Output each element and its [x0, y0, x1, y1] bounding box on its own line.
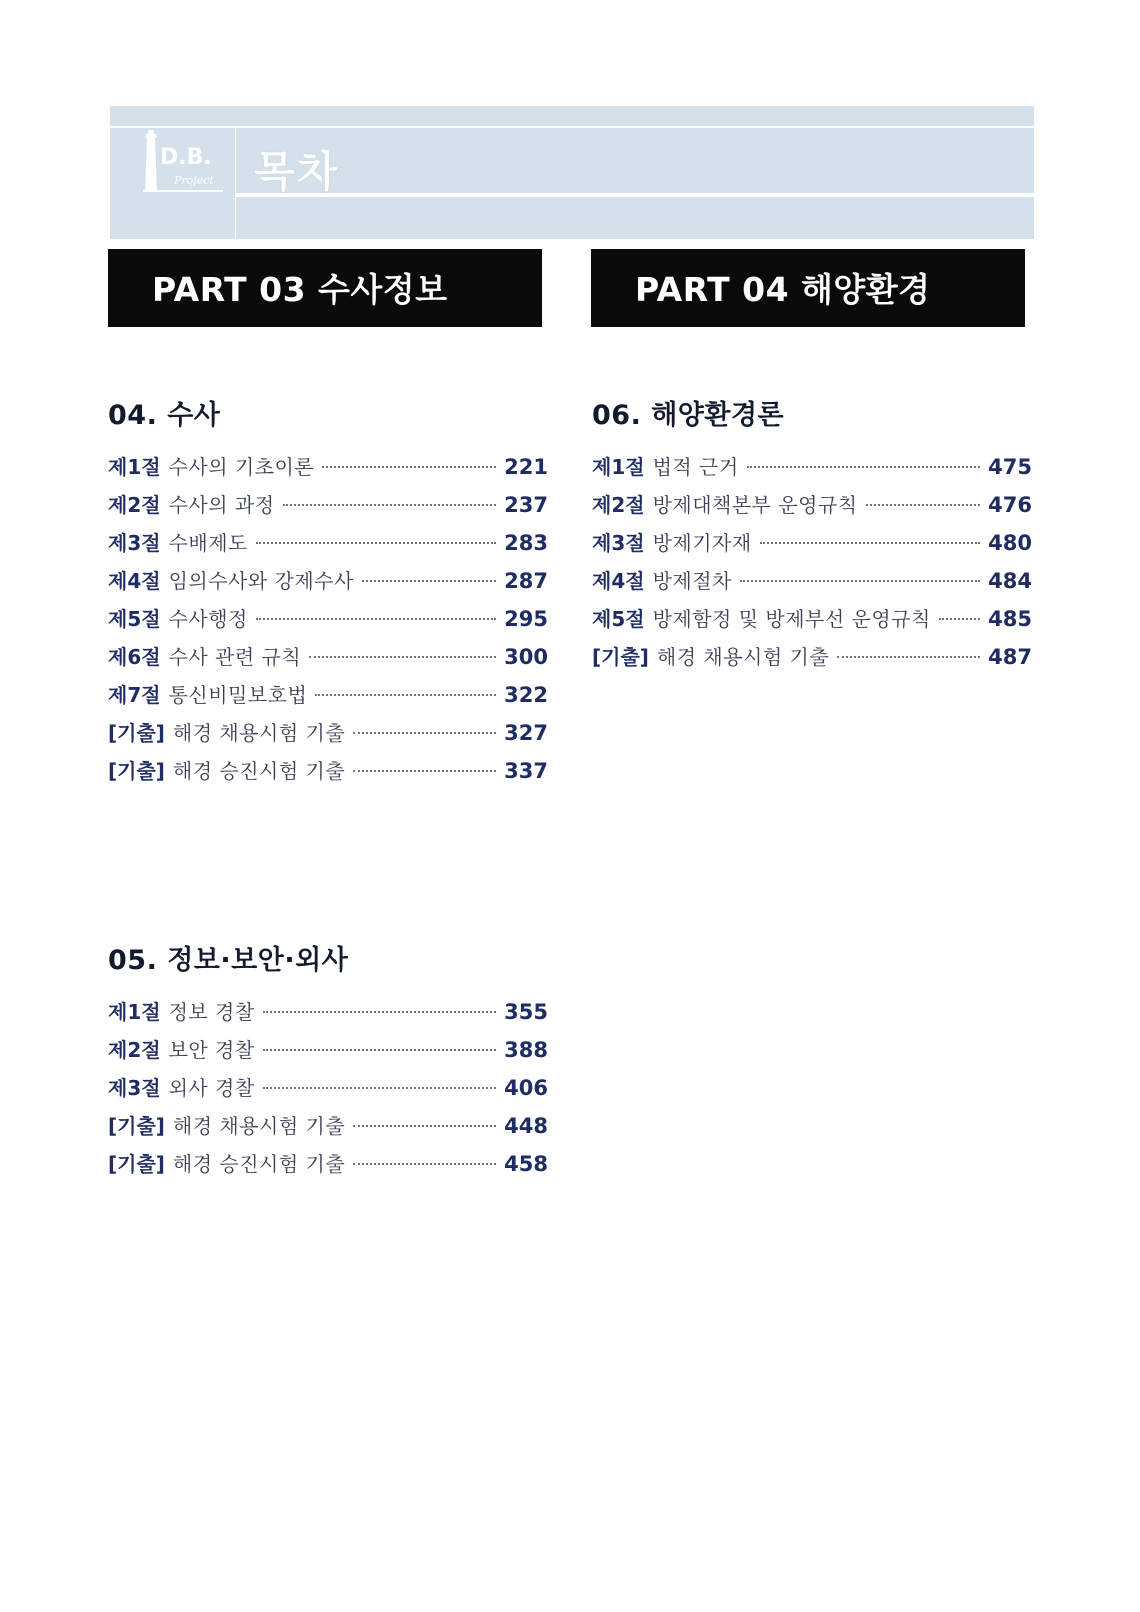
toc-entry[interactable]: [108, 1107, 548, 1145]
entry-page: 295: [504, 607, 548, 631]
entry-title: 해경 채용시험 기출: [172, 721, 346, 745]
entry-page: 388: [504, 1038, 548, 1062]
entry-title: 해경 채용시험 기출: [172, 1114, 346, 1138]
toc-entry[interactable]: [108, 676, 548, 714]
toc-entry[interactable]: [592, 638, 1032, 676]
section-title: 05. 정보·보안·외사: [108, 945, 349, 976]
dot-leader: [263, 1011, 496, 1013]
dot-leader: [837, 656, 980, 658]
banner-stripe-bottom: [236, 193, 1034, 197]
entry-label: [기출]: [108, 1152, 165, 1176]
dot-leader: [256, 542, 496, 544]
dot-leader: [283, 504, 497, 506]
toc-entry[interactable]: [592, 486, 1032, 524]
toc-entry[interactable]: [108, 486, 548, 524]
toc-entry[interactable]: [108, 524, 548, 562]
entry-title: 방제기자재: [652, 531, 752, 555]
toc-entry[interactable]: [592, 562, 1032, 600]
entry-label: 제4절: [592, 569, 645, 593]
entry-page: 475: [988, 455, 1032, 479]
entry-title: 수사의 과정: [168, 493, 275, 517]
dot-leader: [939, 618, 980, 620]
dot-leader: [322, 466, 496, 468]
entry-title: 해경 승진시험 기출: [172, 1152, 346, 1176]
toc-entry[interactable]: [108, 448, 548, 486]
toc-entry[interactable]: [108, 993, 548, 1031]
entry-page: 484: [988, 569, 1032, 593]
entry-title: 방제대책본부 운영규칙: [652, 493, 858, 517]
entry-label: [기출]: [592, 645, 649, 669]
entry-label: 제2절: [592, 493, 645, 517]
banner-divider: [235, 126, 236, 239]
entry-label: 제1절: [108, 1000, 161, 1024]
dot-leader: [353, 1125, 496, 1127]
part-04-bar: PART 04 해양환경: [591, 249, 1025, 327]
entry-label: 제5절: [108, 607, 161, 631]
entry-title: 법적 근거: [652, 455, 739, 479]
dot-leader: [353, 1163, 496, 1165]
toc-entry[interactable]: [108, 1145, 548, 1183]
entry-label: 제2절: [108, 1038, 161, 1062]
entry-title: 방제절차: [652, 569, 732, 593]
entry-title: 수사 관련 규칙: [168, 645, 302, 669]
toc-entry[interactable]: [592, 600, 1032, 638]
entry-page: 487: [988, 645, 1032, 669]
header-banner: [110, 106, 1034, 239]
entry-title: 수사의 기초이론: [168, 455, 315, 479]
entry-title: 통신비밀보호법: [168, 683, 308, 707]
section-04: [108, 396, 548, 790]
entry-page: 283: [504, 531, 548, 555]
toc-entry[interactable]: [108, 600, 548, 638]
entry-page: 221: [504, 455, 548, 479]
entry-page: 448: [504, 1114, 548, 1138]
toc-entry[interactable]: [108, 752, 548, 790]
entry-label: 제3절: [592, 531, 645, 555]
dot-leader: [747, 466, 980, 468]
entry-title: 정보 경찰: [168, 1000, 255, 1024]
dot-leader: [760, 542, 980, 544]
toc-entry[interactable]: [108, 638, 548, 676]
entry-page: 480: [988, 531, 1032, 555]
section-05: [108, 941, 548, 1183]
entry-label: 제2절: [108, 493, 161, 517]
entry-label: 제3절: [108, 531, 161, 555]
entry-page: 355: [504, 1000, 548, 1024]
entry-title: 보안 경찰: [168, 1038, 255, 1062]
entry-title: 방제함정 및 방제부선 운영규칙: [652, 607, 931, 631]
dot-leader: [353, 732, 496, 734]
toc-entry[interactable]: [108, 562, 548, 600]
entry-page: 476: [988, 493, 1032, 517]
entry-title: 수배제도: [168, 531, 248, 555]
logo-text: D.B.: [160, 145, 212, 170]
dot-leader: [263, 1087, 496, 1089]
dot-leader: [309, 656, 496, 658]
entry-page: 300: [504, 645, 548, 669]
entry-label: [기출]: [108, 1114, 165, 1138]
toc-entry[interactable]: [108, 1031, 548, 1069]
entry-page: 237: [504, 493, 548, 517]
entry-page: 485: [988, 607, 1032, 631]
entry-title: 해경 채용시험 기출: [656, 645, 830, 669]
entry-label: 제6절: [108, 645, 161, 669]
entry-page: 327: [504, 721, 548, 745]
section-06: [592, 396, 1032, 676]
section-title: 04. 수사: [108, 400, 221, 431]
entry-title: 임의수사와 강제수사: [168, 569, 354, 593]
section-title: 06. 해양환경론: [592, 400, 785, 431]
entry-label: 제7절: [108, 683, 161, 707]
toc-entry[interactable]: [108, 1069, 548, 1107]
entry-label: 제1절: [108, 455, 161, 479]
page-title: 목차: [254, 147, 340, 196]
entry-label: 제1절: [592, 455, 645, 479]
dot-leader: [315, 694, 496, 696]
entry-page: 337: [504, 759, 548, 783]
entry-label: [기출]: [108, 721, 165, 745]
toc-entry[interactable]: [592, 448, 1032, 486]
dot-leader: [740, 580, 980, 582]
toc-entry[interactable]: [108, 714, 548, 752]
entry-title: 해경 승진시험 기출: [172, 759, 346, 783]
entry-page: 287: [504, 569, 548, 593]
dot-leader: [362, 580, 496, 582]
entry-page: 322: [504, 683, 548, 707]
part-03-bar: PART 03 수사정보: [108, 249, 542, 327]
toc-entry[interactable]: [592, 524, 1032, 562]
lighthouse-logo-icon: [140, 126, 226, 196]
logo-subtext: Project: [174, 174, 214, 187]
dot-leader: [866, 504, 981, 506]
entry-label: [기출]: [108, 759, 165, 783]
dot-leader: [263, 1049, 496, 1051]
entry-label: 제4절: [108, 569, 161, 593]
entry-title: 외사 경찰: [168, 1076, 255, 1100]
dot-leader: [353, 770, 496, 772]
entry-page: 406: [504, 1076, 548, 1100]
dot-leader: [256, 618, 496, 620]
entry-label: 제5절: [592, 607, 645, 631]
banner-stripe-top: [110, 126, 1034, 128]
entry-page: 458: [504, 1152, 548, 1176]
entry-title: 수사행정: [168, 607, 248, 631]
entry-label: 제3절: [108, 1076, 161, 1100]
